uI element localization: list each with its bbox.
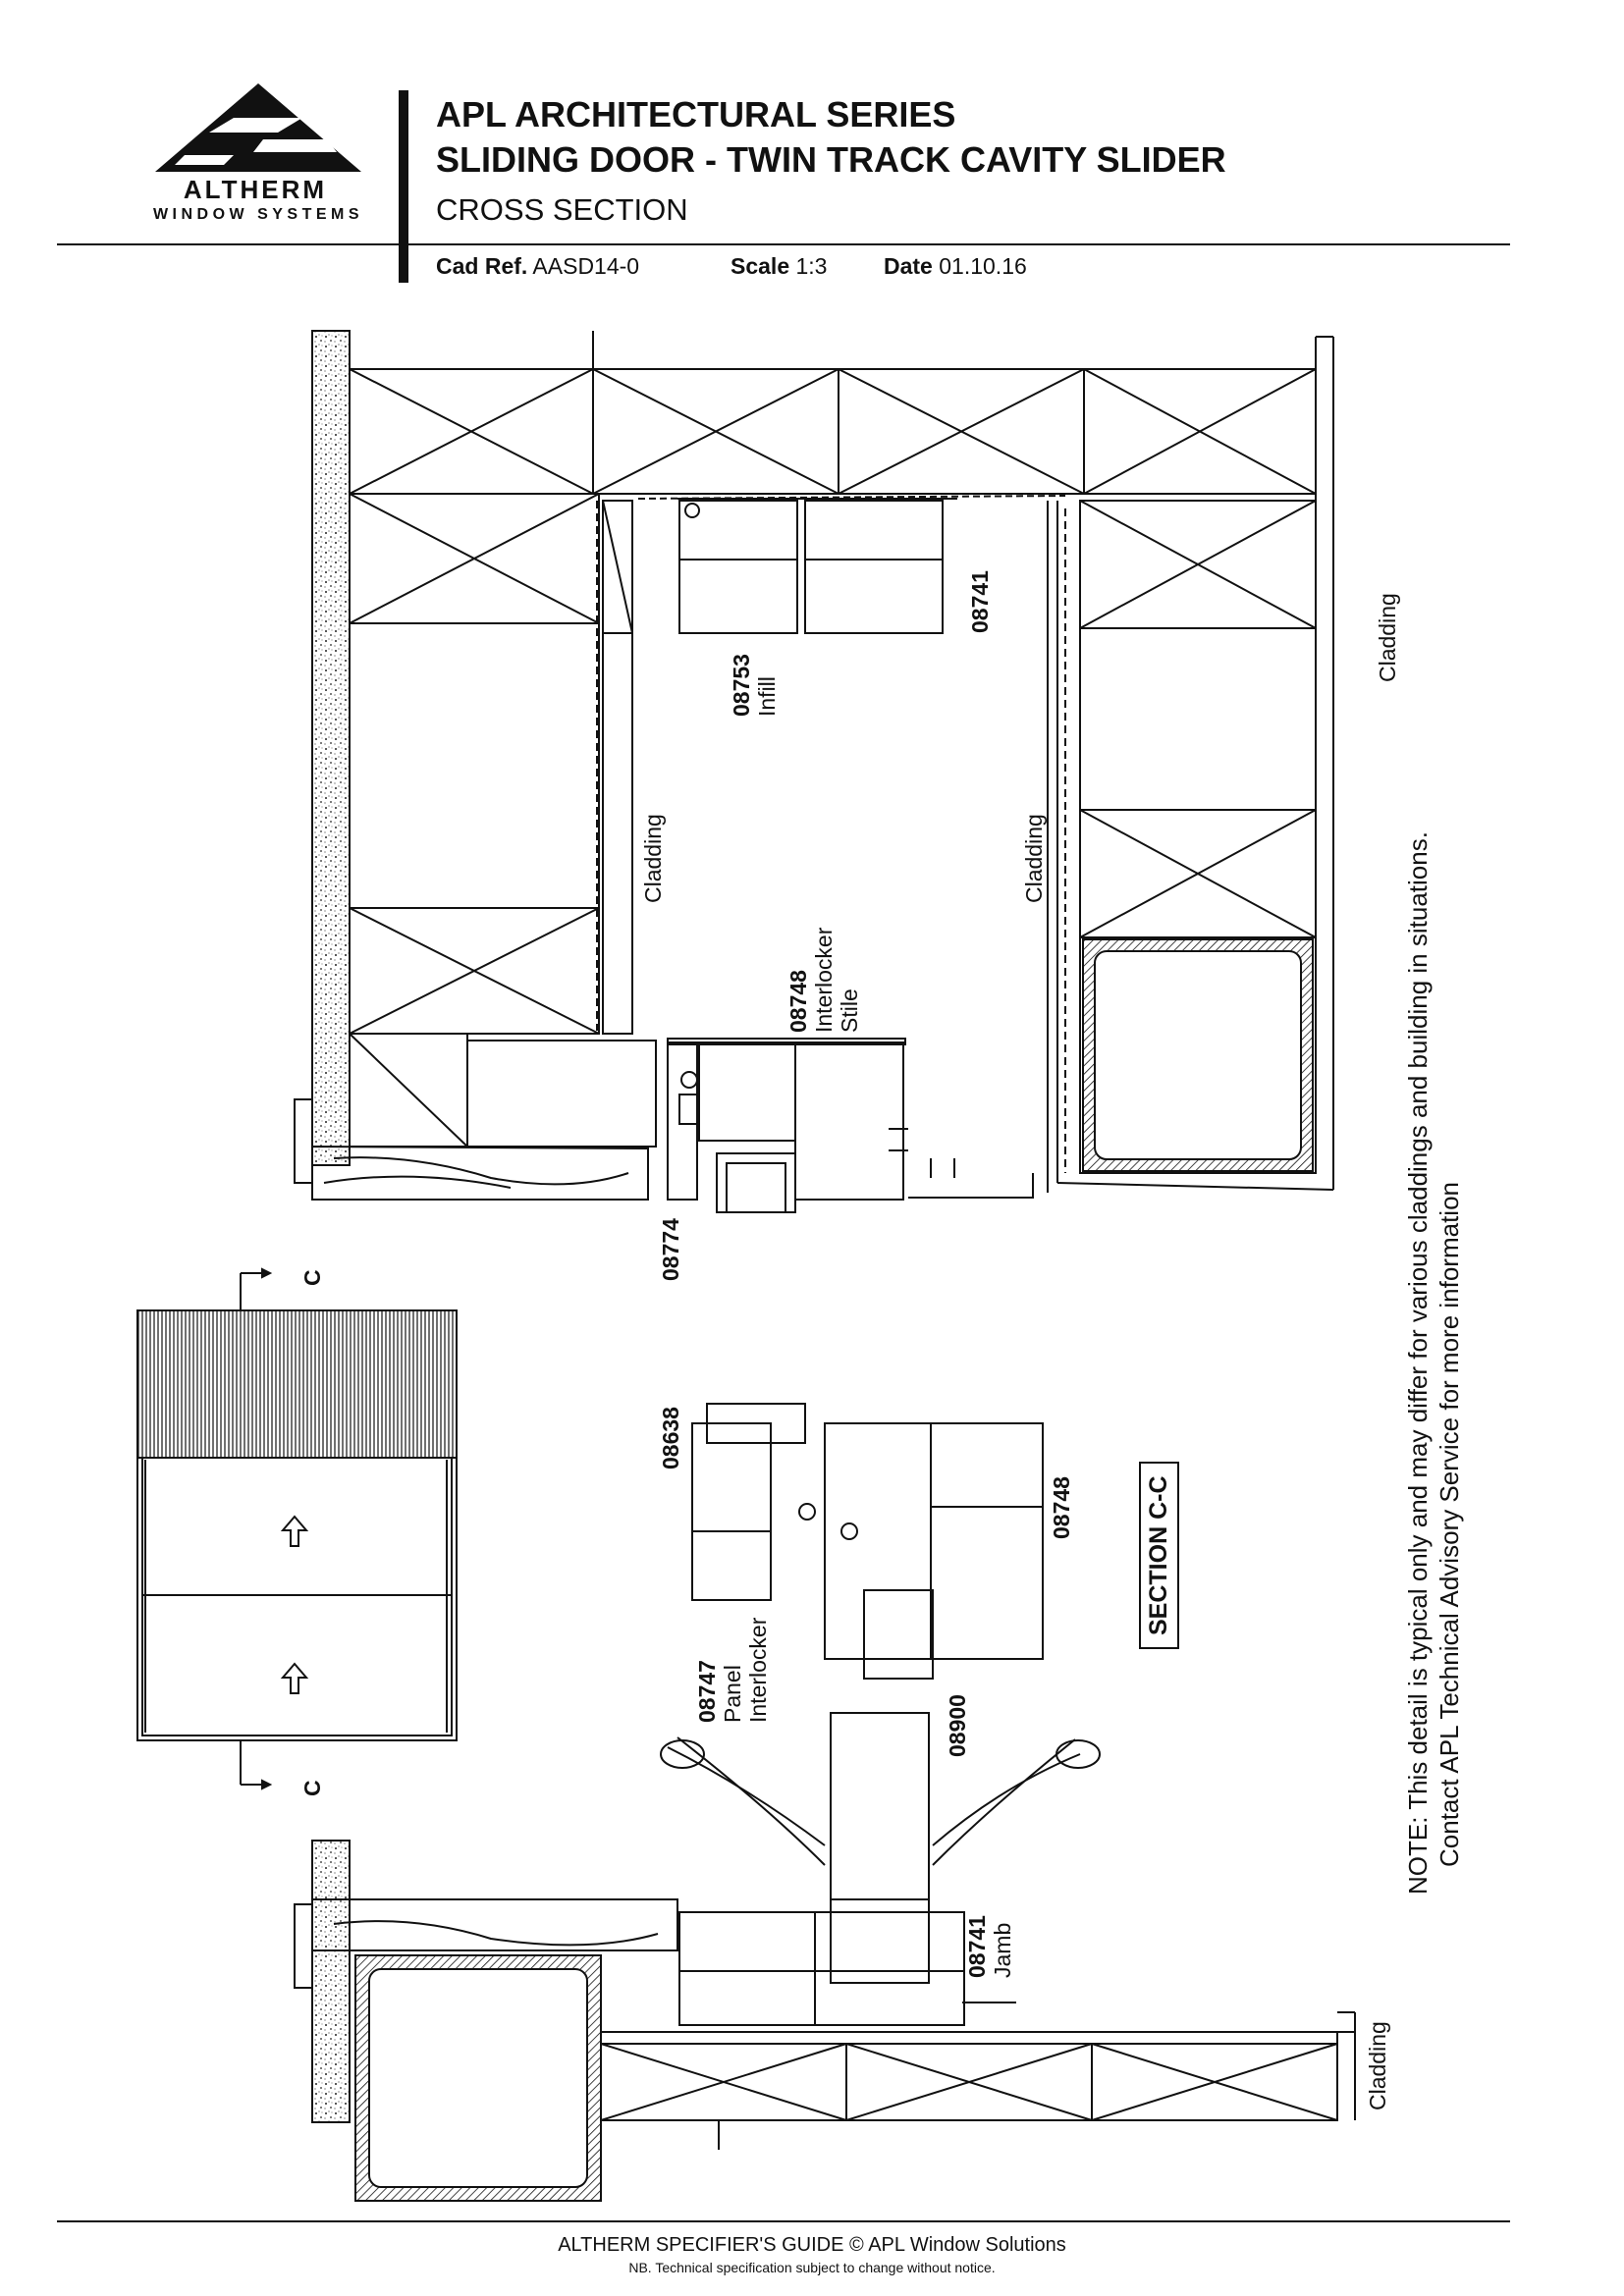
cladding-label-left: Cladding [640,814,666,903]
label-08753 [729,654,780,717]
lower-plan-detail [295,1713,1355,2201]
scale-value: 1:3 [795,253,828,279]
cad-ref-value: AASD14-0 [532,253,640,279]
code-08774: 08774 [658,1218,683,1281]
left-wall-bottom [312,1841,350,2122]
code-08900: 08900 [945,1694,970,1757]
title-view: CROSS SECTION [436,192,688,227]
infill-profile [677,499,957,633]
note-block [1402,831,1465,1895]
note-line2: Contact APL Technical Advisory Service for more information [1435,1182,1464,1867]
label-08774 [658,1218,683,1281]
label-08741 [967,570,993,633]
note-line1: NOTE: This detail is typical only and may differ for various claddings and building in situations. [1403,831,1433,1895]
logo-subtitle: WINDOW SYSTEMS [152,206,364,223]
name-08748-line1: Interlocker [811,927,837,1033]
label-08747 [694,1618,771,1723]
date-label: Date [884,253,933,279]
name-08753: Infill [754,676,780,717]
footer-guide: ALTHERM SPECIFIER'S GUIDE © APL Window Solutions [558,2234,1066,2256]
scale-label: Scale [731,253,790,279]
date-value: 01.10.16 [939,253,1027,279]
name-08741b: Jamb [990,1922,1015,1978]
elevation-sketch [137,1269,457,1789]
cladding-label-mid: Cladding [1021,814,1047,903]
title-product: SLIDING DOOR - TWIN TRACK CAVITY SLIDER [436,139,1226,180]
left-wall-top [312,331,350,1165]
label-08900 [945,1694,970,1757]
timber-sill-top [312,1147,648,1200]
code-08747: 08747 [694,1660,720,1723]
label-08748b [1049,1476,1074,1539]
top-framing-boxes [350,369,1316,494]
cad-ref-label: Cad Ref. [436,253,528,279]
code-08741b: 08741 [964,1915,990,1978]
code-08748b: 08748 [1049,1476,1074,1539]
section-cc-title: SECTION C-C [1139,1463,1179,1650]
name-08748-line2: Stile [837,988,862,1033]
label-08748 [785,928,862,1033]
interlocker-stile-profile [668,1039,905,1212]
footer-rule [57,2220,1510,2222]
code-08638: 08638 [658,1407,683,1469]
section-marker-bottom: C [299,1780,325,1796]
logo-brand: ALTHERM [183,175,328,204]
cladding-label-right: Cladding [1375,593,1400,682]
section-marker-top: C [299,1269,325,1286]
code-08748: 08748 [785,970,811,1033]
name-08747-line1: Panel [720,1665,745,1723]
code-08753: 08753 [729,654,754,717]
name-08747-line2: Interlocker [745,1617,771,1723]
label-08638 [658,1407,683,1469]
cladding-label-bottom: Cladding [1365,2021,1390,2110]
code-08741: 08741 [967,570,993,633]
title-series: APL ARCHITECTURAL SERIES [436,94,956,134]
footer-disclaimer: NB. Technical specification subject to change without notice. [628,2260,996,2275]
label-08741-jamb [964,1915,1015,1978]
